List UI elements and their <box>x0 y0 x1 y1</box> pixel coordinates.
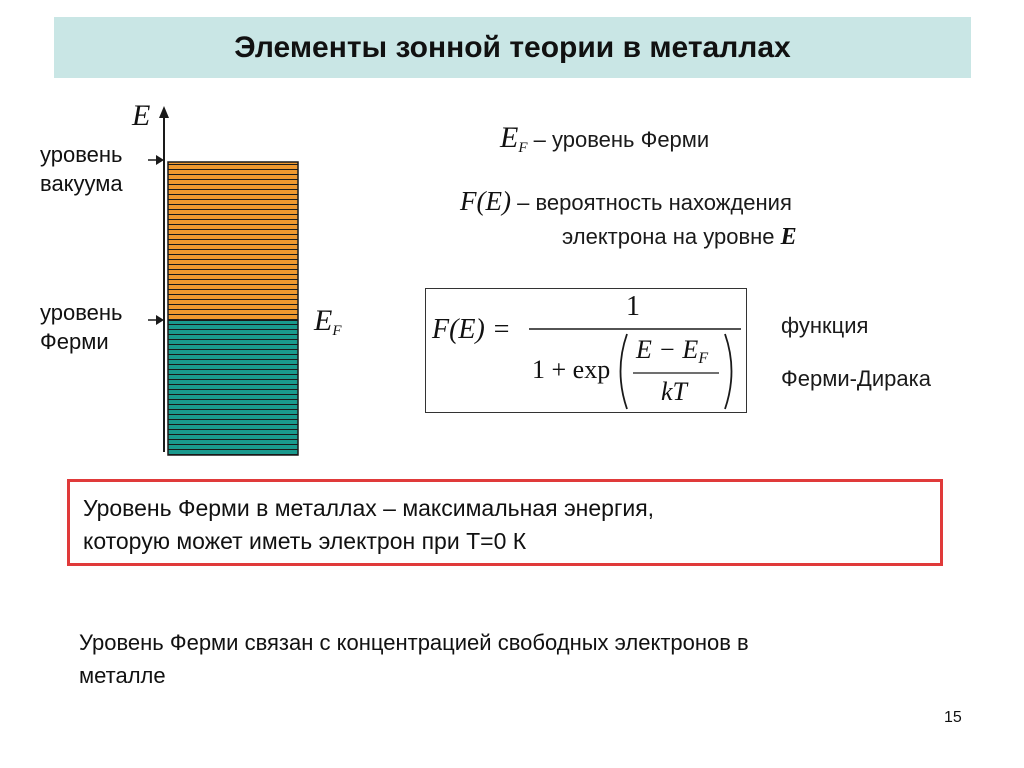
def-fe-bold-e: E <box>780 224 797 250</box>
formula-lhs-text: F(E) = <box>432 314 511 345</box>
fermi-label-line1: уровень <box>40 300 123 325</box>
def-fe-text-line1: – вероятность нахождения <box>517 190 792 215</box>
formula-inner-num-text: E − E <box>636 335 699 364</box>
highlight-line2: которую может иметь электрон при Т=0 К <box>83 528 527 554</box>
fermi-label-line2: Ферми <box>40 329 109 354</box>
formula-lhs <box>432 314 511 346</box>
fermi-level-arrow <box>156 315 164 325</box>
function-label-line1: функция <box>781 313 869 338</box>
formula-box <box>425 288 747 413</box>
band-diagram <box>130 100 370 465</box>
def-fe-text-line2: электрона на уровне <box>562 224 775 249</box>
slide-title: Элементы зонной теории в металлах <box>234 31 791 64</box>
fermi-symbol-sub: F <box>332 323 342 339</box>
fermi-symbol <box>314 304 342 340</box>
definition-fe <box>460 184 792 220</box>
highlight-box <box>67 479 943 566</box>
highlight-line1: Уровень Ферми в металлах – максимальная энергия, <box>83 495 655 521</box>
formula-inner-numerator <box>636 335 708 368</box>
axis-label-e: E <box>132 99 151 132</box>
fermi-symbol-main: E <box>314 304 333 337</box>
energy-axis-arrowhead <box>159 106 169 118</box>
formula-denom-prefix: 1 + exp <box>532 355 611 384</box>
def-ef-sub: F <box>518 140 528 156</box>
vacuum-label-line1: уровень <box>40 142 123 167</box>
def-ef-symbol: E <box>500 121 519 154</box>
formula-numerator: 1 <box>626 291 640 322</box>
definition-fe-line2 <box>562 220 797 254</box>
page-number: 15 <box>944 709 962 726</box>
vacuum-level-label <box>40 140 123 198</box>
fermi-level-label <box>40 298 123 356</box>
def-ef-text: – уровень Ферми <box>533 127 710 152</box>
note-line1: Уровень Ферми связан с концентрацией свободных электронов в <box>79 630 749 655</box>
def-fe-symbol: F(E) <box>460 186 511 216</box>
vacuum-label-line2: вакуума <box>40 171 123 196</box>
definition-ef <box>500 120 709 166</box>
function-label-line2: Ферми-Дирака <box>781 366 931 391</box>
formula-inner-num-sub: F <box>698 350 709 367</box>
vacuum-level-arrow <box>156 155 164 165</box>
note-line2: металле <box>79 663 166 688</box>
title-bar <box>54 17 971 78</box>
formula-inner-denominator: kT <box>661 377 687 406</box>
